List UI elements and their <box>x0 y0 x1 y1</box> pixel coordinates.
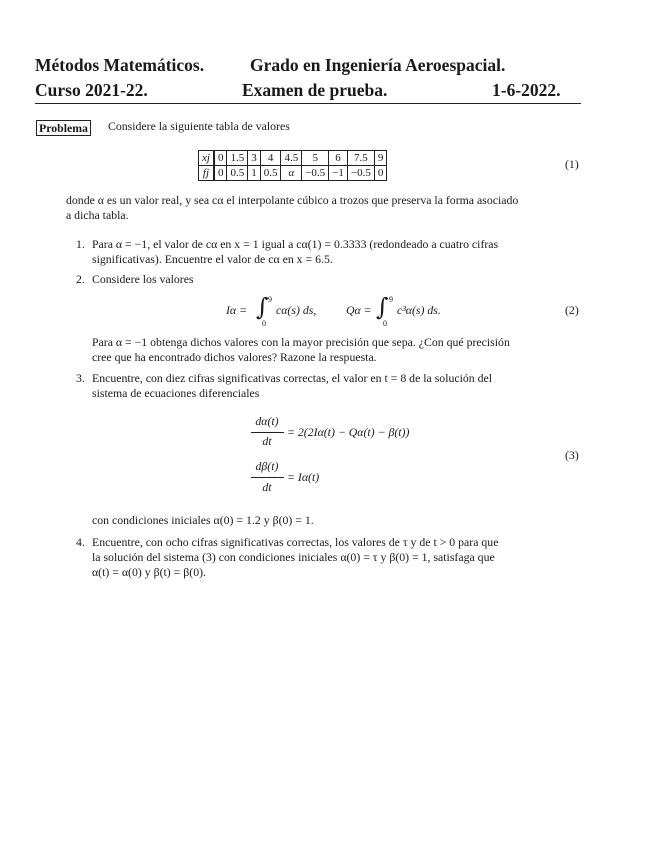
integral-sign-icon: ∫ <box>256 293 269 321</box>
item-text-line: significativas). Encuentre el valor de cα en x = 6.5. <box>92 252 333 266</box>
item-text-line: con condiciones iniciales α(0) = 1.2 y β(0) = 1. <box>92 513 314 527</box>
item-text-line: la solución del sistema (3) con condiciones iniciales α(0) = τ y β(0) = 1, satisfaga que <box>92 550 495 564</box>
ode-beta-numerator: dβ(t) <box>255 459 279 473</box>
table-cell: 3 <box>248 151 261 166</box>
eq-Q-body: c³α(s) ds. <box>397 303 441 317</box>
exam-date: 1-6-2022. <box>492 80 561 100</box>
ode-alpha-numerator: dα(t) <box>255 414 279 428</box>
table-cell: 0 <box>374 166 387 181</box>
eq-Q-lhs: Qα = <box>346 303 372 317</box>
item-text-line: Encuentre, con ocho cifras significativas correctas, los valores de τ y de t > 0 para que <box>92 535 499 549</box>
item-number: 1. <box>76 237 85 251</box>
table-cell: −0.5 <box>302 166 329 181</box>
integral-lower: 0 <box>383 319 387 328</box>
item-text-line: Para α = −1 obtenga dichos valores con la mayor precisión que sepa. ¿Con qué precisión <box>92 335 510 349</box>
header-rule <box>35 103 581 104</box>
item-text-line: sistema de ecuaciones diferenciales <box>92 386 260 400</box>
fraction-bar <box>251 432 284 433</box>
item-text-line: Para α = −1, el valor de cα en x = 1 igual a cα(1) = 0.3333 (redondeado a cuatro cifras <box>92 237 499 251</box>
table-cell: 0.5 <box>260 166 281 181</box>
table-cell: 4.5 <box>281 151 302 166</box>
table-cell: α <box>281 166 302 181</box>
item-text-line: cree que ha encontrado dichos valores? Razone la respuesta. <box>92 350 377 364</box>
integral-upper: 9 <box>389 295 393 304</box>
integral-sign-icon: ∫ <box>376 293 389 321</box>
table-row <box>199 151 387 166</box>
table-row-label-x: xj <box>199 151 214 166</box>
problem-intro: Considere la siguiente tabla de valores <box>108 119 290 133</box>
item-text-line: Encuentre, con diez cifras significativas correctas, el valor en t = 8 de la solución del <box>92 371 493 385</box>
item-text-line: α(t) = α(0) y β(t) = β(0). <box>92 565 206 579</box>
integral-lower: 0 <box>262 319 266 328</box>
ode-beta-rhs: = Iα(t) <box>287 470 320 484</box>
eq-I-body: cα(s) ds, <box>276 303 317 317</box>
table-cell: 9 <box>374 151 387 166</box>
problem-label: Problema <box>36 120 91 136</box>
table-row-label-f: fj <box>199 166 214 181</box>
table-cell: 0.5 <box>227 166 248 181</box>
table-cell: 0 <box>214 166 227 181</box>
item-number: 2. <box>76 272 85 286</box>
degree-title: Grado en Ingeniería Aeroespacial. <box>250 55 506 75</box>
item-number: 4. <box>76 535 85 549</box>
table-cell: 6 <box>329 151 348 166</box>
table-cell: 7.5 <box>347 151 374 166</box>
item-text-line: Considere los valores <box>92 272 194 286</box>
table-cell: −0.5 <box>347 166 374 181</box>
equation-number-1: (1) <box>565 157 579 171</box>
item-number: 3. <box>76 371 85 385</box>
fraction-bar <box>251 477 284 478</box>
table-cell: 5 <box>302 151 329 166</box>
table-cell: 4 <box>260 151 281 166</box>
ode-alpha-denominator: dt <box>262 434 272 448</box>
table-cell: −1 <box>329 166 348 181</box>
academic-year: Curso 2021-22. <box>35 80 148 100</box>
equation-number-2: (2) <box>565 303 579 317</box>
exam-type: Examen de prueba. <box>242 80 388 100</box>
table-cell: 0 <box>214 151 227 166</box>
course-title: Métodos Matemáticos. <box>35 55 205 75</box>
eq-I-lhs: Iα = <box>226 303 248 317</box>
table-cell: 1.5 <box>227 151 248 166</box>
ode-alpha-rhs: = 2(2Iα(t) − Qα(t) − β(t)) <box>287 425 410 439</box>
paragraph-line: donde α es un valor real, y sea cα el interpolante cúbico a trozos que preserva la forma asociado <box>66 193 519 207</box>
table-cell: 1 <box>248 166 261 181</box>
ode-beta-denominator: dt <box>262 480 272 494</box>
values-table <box>198 150 387 181</box>
table-row <box>199 166 387 181</box>
integral-upper: 9 <box>268 295 272 304</box>
equation-number-3: (3) <box>565 448 579 462</box>
paragraph-line: a dicha tabla. <box>66 208 129 222</box>
